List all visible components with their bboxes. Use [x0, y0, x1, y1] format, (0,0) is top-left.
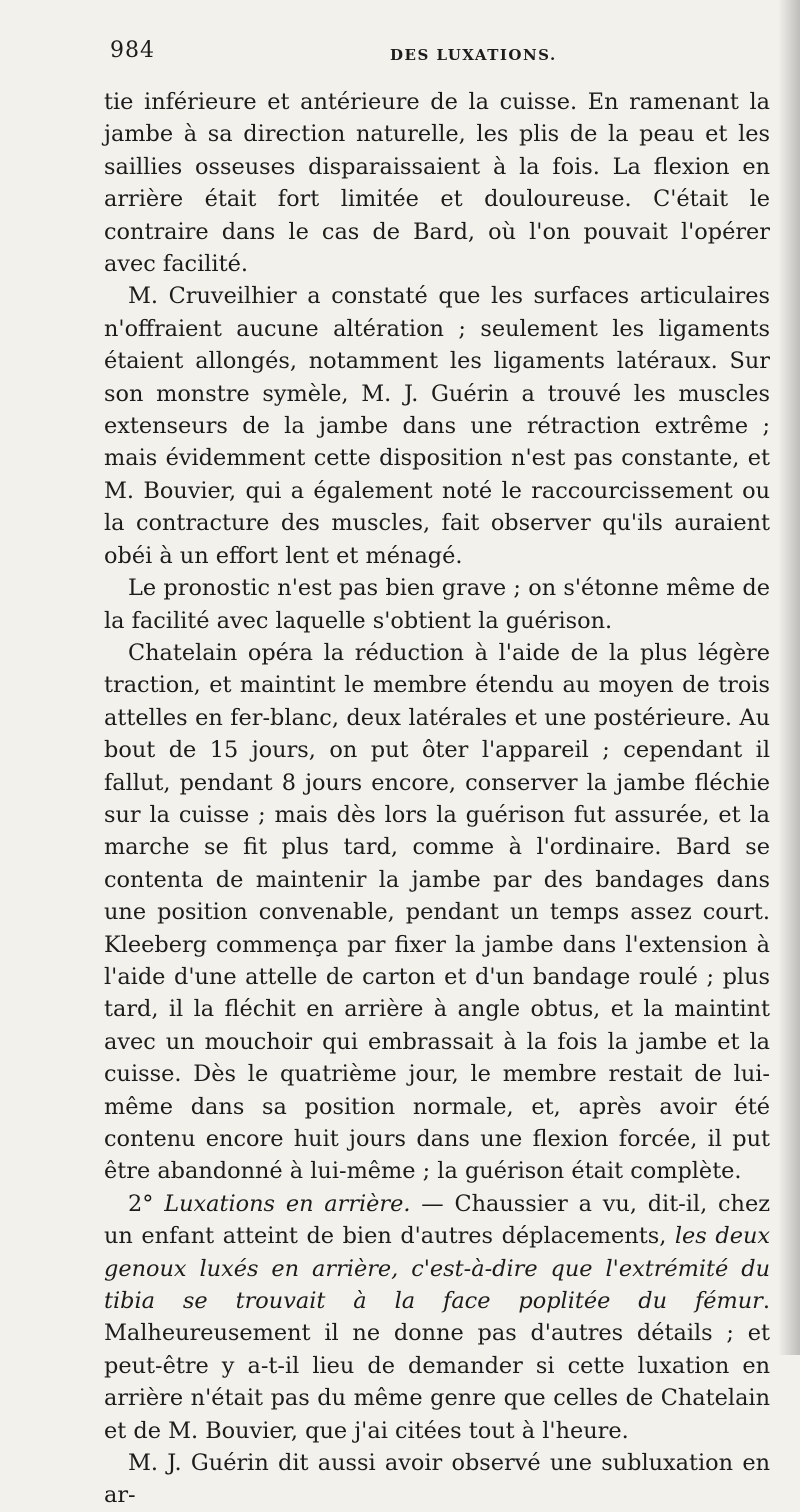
- section-text-start: Chaussier a vu, dit-il, chez un enfant atteint de bien d'autres déplacements,: [104, 1190, 770, 1250]
- section-dash: —: [410, 1190, 455, 1217]
- paragraph-cruveilhier: M. Cruveilhier a constaté que les surfaces articulaires n'offraient aucune altération ; seulement les ligaments étaient allongés, notamment les ligaments latéraux. Sur son monstre symèle, M. J. Guérin a trouvé les muscles extenseurs de la jambe dans une rétraction extrême ; mais évidemment cette disposition n'est pas constante, et M. Bouvier, qui a également noté le raccourcissement ou la contracture des muscles, fait observer qu'ils auraient obéi à un effort lent et ménagé.: [104, 283, 770, 569]
- paragraph-continued: tie inférieure et antérieure de la cuisse. En ramenant la jambe à sa direction naturelle, les plis de la peau et les saillies osseuses disparaissaient à la fois. La flexion en arrière était fort limitée et douloureuse. C'était le contraire dans le cas de Bard, où l'on pouvait l'opérer avec facilité.: [104, 89, 770, 278]
- body-text: [104, 86, 770, 1512]
- running-title: DES LUXATIONS.: [390, 46, 557, 64]
- page-number: 984: [110, 38, 155, 63]
- running-head: [104, 38, 770, 74]
- paragraph-pronostic: Le pronostic n'est pas bien grave ; on s'étonne même de la facilité avec laquelle s'obtient la guérison.: [104, 575, 770, 634]
- section-text-end: . Malheureusement il ne donne pas d'autres détails ; et peut-être y a-t-il lieu de demander si cette luxation en arrière n'était pas du même genre que celles de Chatelain et de M. Bouvier, que j'ai citées tout à l'heure.: [104, 1288, 770, 1444]
- paragraph-chatelain: Chatelain opéra la réduction à l'aide de la plus légère traction, et maintint le membre étendu au moyen de trois attelles en fer-blanc, deux latérales et une postérieure. Au bout de 15 jours, on put ôter l'appareil ; cependant il fallut, pendant 8 jours encore, conserver la jambe fléchie sur la cuisse ; mais dès lors la guérison fut assurée, et la marche se fit plus tard, comme à l'ordinaire. Bard se contenta de maintenir la jambe par des bandages dans une position convenable, pendant un temps assez court. Kleeberg commença par fixer la jambe dans l'extension à l'aide d'une attelle de carton et d'un bandage roulé ; plus tard, il la fléchit en arrière à angle obtus, et la maintint avec un mouchoir qui embrassait à la fois la jambe et la cuisse. Dès le quatrième jour, le membre restait de lui-même dans sa position normale, et, après avoir été contenu encore huit jours dans une flexion forcée, il put être abandonné à lui-même ; la guérison était complète.: [104, 639, 770, 1185]
- section-number: 2°: [128, 1190, 154, 1217]
- section-heading: Luxations en arrière.: [164, 1190, 411, 1217]
- section-quote: les deux genoux luxés en arrière, c'est-à-dire que l'extrémité du tibia se trouvait à la face poplitée du fémur: [104, 1223, 770, 1315]
- paragraph-guerin: M. J. Guérin dit aussi avoir observé une subluxation en ar-: [104, 1450, 770, 1509]
- paragraph-luxations-arriere: [104, 1188, 770, 1447]
- page-edge-shadow: [778, 0, 800, 1355]
